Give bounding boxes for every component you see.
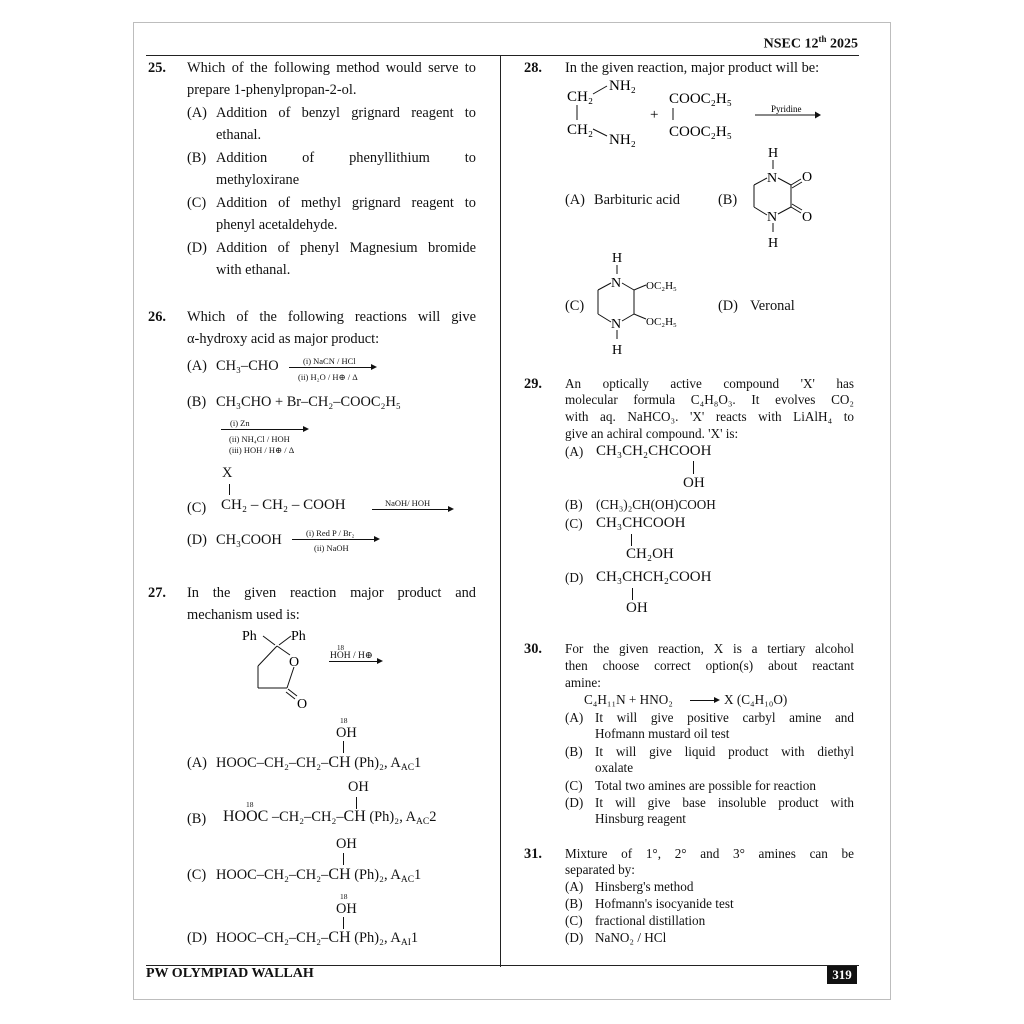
svg-text:N: N <box>611 317 622 332</box>
ester-label: COOC₂H₅ <box>669 91 732 107</box>
question-number: 31. <box>524 846 542 862</box>
plus-sign: + <box>650 107 659 123</box>
option-label: (B) <box>565 497 583 512</box>
isotope-label: 18 <box>340 716 348 725</box>
question-number: 26. <box>148 309 166 325</box>
reagent-label: (iii) HOH / H⊕ / Δ <box>229 445 295 455</box>
piperazinedione-structure <box>745 141 825 253</box>
reagent-label: NaOH/ HOH <box>385 498 431 508</box>
bond-line <box>263 636 275 645</box>
phenyl-label: Ph <box>242 629 257 644</box>
hydroxyl-label: OH <box>626 600 648 616</box>
bond-line <box>258 646 277 666</box>
option-d-text: It will give base insoluble product with <box>595 795 854 810</box>
option-label: (C) <box>565 298 585 314</box>
option-d-text: Veronal <box>750 298 795 314</box>
option-label: (D) <box>187 930 207 946</box>
arrow-head <box>815 112 821 119</box>
option-a-formula: CH₃CH₂CHCOOH <box>596 443 712 459</box>
reagent-label: (i) Zn <box>230 418 250 428</box>
option-label: (A) <box>565 710 584 725</box>
option-label: (D) <box>565 930 584 945</box>
option-b-text: It will give liquid product with diethyl <box>595 744 854 759</box>
question-stem: Which of the following reactions will give <box>187 309 476 325</box>
phenyl-label: Ph <box>291 629 306 644</box>
svg-text:N: N <box>767 210 778 225</box>
question-stem: separated by: <box>565 862 635 877</box>
svg-text:N: N <box>611 276 622 291</box>
option-c-text: fractional distillation <box>595 913 706 928</box>
question-stem: Mixture of 1°, 2° and 3° amines can be <box>565 846 854 861</box>
methylene-label: CH₂ <box>567 122 594 138</box>
question-number: 30. <box>524 641 542 657</box>
question-stem: then choose correct option(s) about reactant <box>565 658 854 673</box>
reaction-right: X (C₄H₁₀O) <box>724 692 788 707</box>
option-label: (D) <box>187 240 207 256</box>
substituent-label: CH₂OH <box>626 546 674 562</box>
option-d-text: Hinsburg reagent <box>595 811 686 826</box>
option-label: (A) <box>565 879 584 894</box>
option-label: (D) <box>565 570 584 585</box>
svg-text:H: H <box>612 343 623 358</box>
svg-text:OC₂H₅: OC₂H₅ <box>646 316 677 328</box>
page-header: NSEC 12th 2025 <box>763 34 858 52</box>
option-c-text: Addition of methyl grignard reagent to <box>216 195 476 211</box>
lactone-structure <box>235 622 325 712</box>
option-a-text: ethanal. <box>216 127 262 143</box>
column-divider <box>500 56 501 967</box>
footer-brand: PW OLYMPIAD WALLAH <box>146 966 314 981</box>
carbonyl-oxygen: O <box>297 697 308 712</box>
ester-label: COOC₂H₅ <box>669 124 732 140</box>
header-rule <box>146 55 859 56</box>
question-stem: For the given reaction, X is a tertiary alcohol <box>565 641 854 656</box>
option-label: (D) <box>187 532 207 548</box>
question-stem: with aq. NaHCO₃. 'X' reacts with LiAlH₄ to <box>565 409 854 424</box>
option-d-formula: HOOC–CH₂–CH₂–CH (Ph)₂, $A_{AI}1$ <box>216 929 419 948</box>
bond-line <box>593 86 607 94</box>
bond-line <box>279 636 291 645</box>
reaction-arrow <box>690 700 718 701</box>
reagent-label: (ii) NaOH <box>314 543 349 553</box>
option-c-text: Total two amines are possible for reaction <box>595 778 816 793</box>
option-label: (A) <box>565 192 585 208</box>
question-stem: An optically active compound 'X' has <box>565 376 854 391</box>
option-label: (B) <box>565 744 583 759</box>
option-label: (B) <box>187 811 207 827</box>
option-c-formula: HOOC–CH₂–CH₂–CH (Ph)₂, $A_{AC}1$ <box>216 866 422 885</box>
option-label: (C) <box>565 778 583 793</box>
hydroxyl-label: OH <box>683 475 705 491</box>
option-b-formula: HOOC –CH₂–CH₂–CH (Ph)₂, $A_{AC}2$ <box>223 808 437 827</box>
option-label: (A) <box>187 358 207 374</box>
option-label: (B) <box>187 150 207 166</box>
option-label: (B) <box>187 394 207 410</box>
option-label: (A) <box>187 105 207 121</box>
bond-line <box>287 667 294 688</box>
option-a-text: It will give positive carbyl amine and <box>595 710 854 725</box>
question-stem: In the given reaction, major product will be: <box>565 60 820 76</box>
option-a-text: Hinsberg's method <box>595 879 694 894</box>
question-stem: molecular formula C₄H₈O₃. It evolves CO₂ <box>565 392 854 407</box>
option-b-text: methyloxirane <box>216 172 300 188</box>
svg-text:H: H <box>768 236 779 251</box>
svg-text:H: H <box>612 251 623 266</box>
reagent-label: Pyridine <box>771 104 802 114</box>
substituent-x: X <box>222 465 233 481</box>
hydroxyl-label: OH <box>336 836 357 852</box>
option-label: (D) <box>565 795 584 810</box>
ring-oxygen: O <box>289 655 300 670</box>
amine-label: NH₂ <box>609 78 636 94</box>
option-label: (A) <box>565 444 584 459</box>
question-stem: α-hydroxy acid as major product: <box>187 331 380 347</box>
question-stem: In the given reaction major product and <box>187 585 476 601</box>
reaction-left: C₄H₁₁N + HNO₂ <box>584 692 673 707</box>
reaction-arrow <box>292 539 378 540</box>
reaction-arrow <box>289 367 375 368</box>
bond-line <box>593 129 607 136</box>
option-b-text: Addition of phenyllithium to <box>216 150 476 166</box>
question-number: 28. <box>524 60 542 76</box>
option-label: (B) <box>718 192 738 208</box>
option-c-formula: CH₂ – CH₂ – COOH <box>221 497 346 513</box>
option-d-formula: CH₃COOH <box>216 532 282 548</box>
option-d-text: Addition of phenyl Magnesium bromide <box>216 240 476 256</box>
option-b-formula: (CH₃)₂CH(OH)COOH <box>596 497 716 512</box>
isotope-label: 18 <box>340 892 348 901</box>
question-stem: give an achiral compound. 'X' is: <box>565 426 739 441</box>
option-a-text: Barbituric acid <box>594 192 680 208</box>
isotope-label: 18 <box>337 644 344 652</box>
svg-text:O: O <box>802 210 813 225</box>
option-label: (B) <box>565 896 583 911</box>
option-b-text: Hofmann's isocyanide test <box>595 896 734 911</box>
svg-text:OC₂H₅: OC₂H₅ <box>646 280 677 292</box>
reagent-label: (ii) NH₄Cl / HOH <box>229 434 290 444</box>
reactants-structure <box>563 74 833 150</box>
option-b-formula: CH₃CHO + Br–CH₂–COOC₂H₅ <box>216 394 401 410</box>
amine-label: NH₂ <box>609 132 636 148</box>
svg-text:H: H <box>768 146 779 161</box>
question-number: 25. <box>148 60 166 76</box>
option-d-text: NaNO₂ / HCl <box>595 930 667 945</box>
reaction-arrow <box>221 429 307 430</box>
option-label: (C) <box>187 195 207 211</box>
question-number: 27. <box>148 585 166 601</box>
option-c-text: phenyl acetaldehyde. <box>216 217 338 233</box>
reagent-label: (i) NaCN / HCl <box>303 356 356 366</box>
option-a-text: Hofmann mustard oil test <box>595 726 730 741</box>
reagent-label: HOH / H⊕ <box>330 651 373 661</box>
option-label: (C) <box>187 500 207 516</box>
question-stem: amine: <box>565 675 601 690</box>
hydroxyl-label: OH <box>336 725 357 741</box>
option-label: (D) <box>718 298 738 314</box>
diethoxypiperazine-structure <box>590 246 700 358</box>
isotope-label: 18 <box>246 800 254 809</box>
question-stem: mechanism used is: <box>187 607 300 623</box>
option-a-text: Addition of benzyl grignard reagent to <box>216 105 476 121</box>
hydroxyl-label: OH <box>348 779 369 795</box>
reaction-arrow <box>372 509 452 510</box>
option-d-text: with ethanal. <box>216 262 291 278</box>
svg-text:O: O <box>802 170 813 185</box>
reaction-arrow <box>329 661 381 662</box>
option-label: (A) <box>187 755 207 771</box>
reagent-label: (ii) H₂O / H⊕ / Δ <box>298 372 358 382</box>
methylene-label: CH₂ <box>567 89 594 105</box>
option-label: (C) <box>565 913 583 928</box>
option-label: (C) <box>565 516 583 531</box>
option-a-formula: HOOC–CH₂–CH₂–CH (Ph)₂, $A_{AC}1$ <box>216 754 422 773</box>
option-b-text: oxalate <box>595 760 634 775</box>
bond-line <box>277 646 290 655</box>
option-a-formula: CH₃–CHO <box>216 358 279 374</box>
page-number: 319 <box>827 966 857 984</box>
option-c-formula: CH₃CHCOOH <box>596 515 686 531</box>
question-stem: prepare 1-phenylpropan-2-ol. <box>187 82 357 98</box>
option-d-formula: CH₃CHCH₂COOH <box>596 569 712 585</box>
question-stem: Which of the following method would serve to <box>187 60 476 76</box>
hydroxyl-label: OH <box>336 901 357 917</box>
svg-text:N: N <box>767 171 778 186</box>
question-number: 29. <box>524 376 542 392</box>
reagent-label: (i) Red P / Br₂ <box>306 528 355 538</box>
option-label: (C) <box>187 867 207 883</box>
